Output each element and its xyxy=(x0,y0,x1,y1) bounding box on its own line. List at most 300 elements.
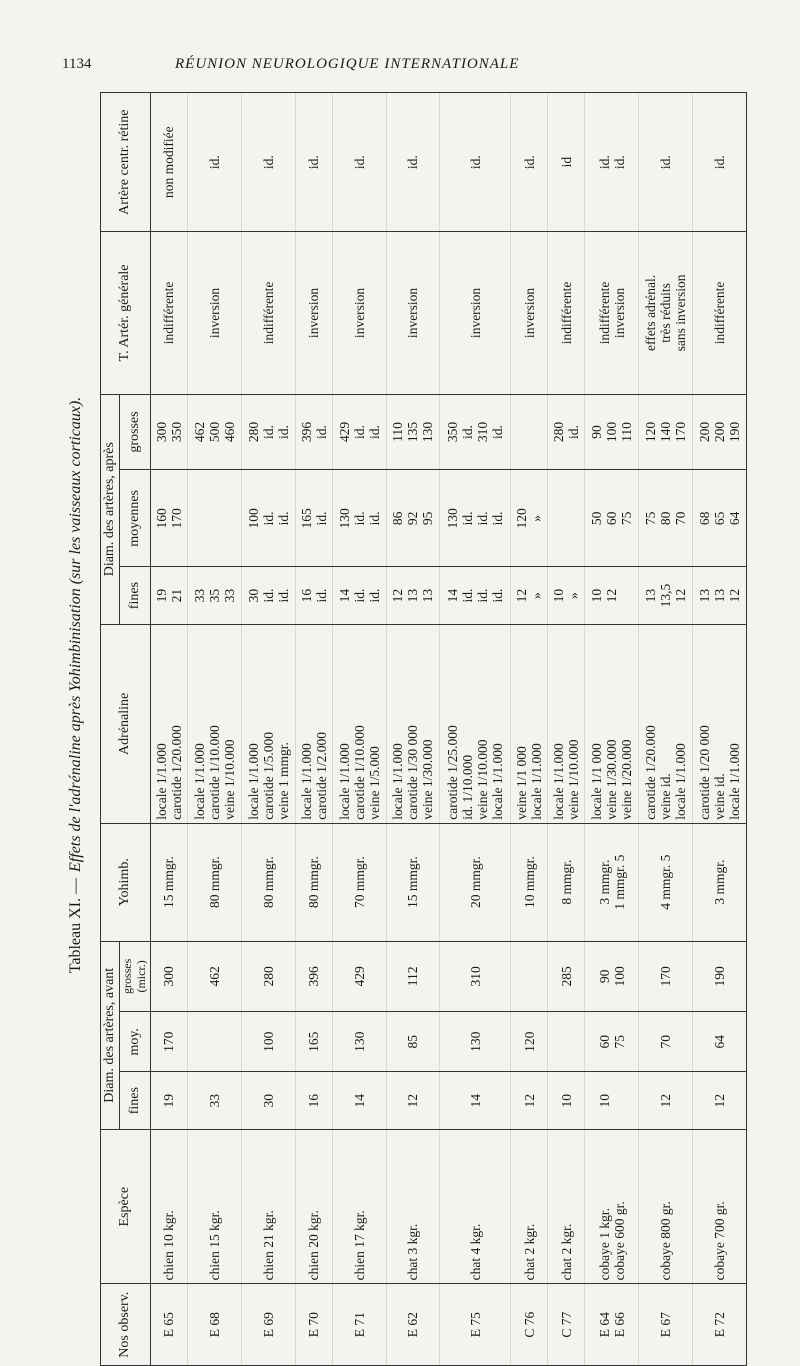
cell-fines-apres-line: 16 xyxy=(298,588,314,603)
cell-adrenaline-line: carotide 1/2.000 xyxy=(313,732,329,820)
cell-adrenaline-line: veine 1/30.000 xyxy=(604,739,620,820)
cell-tension xyxy=(332,232,386,394)
cell-adrenaline-line: carotide 1/20 000 xyxy=(697,725,713,820)
rotated-table xyxy=(101,93,746,1365)
cell-moy-avant xyxy=(511,1012,548,1072)
cell-yohimb-line: 80 mmgr. xyxy=(206,856,222,909)
cell-adrenaline xyxy=(332,624,386,823)
col-header-moy: moy. xyxy=(120,1012,151,1072)
cell-moy-avant-line: 70 xyxy=(658,1035,674,1049)
cell-fines-avant-line: 12 xyxy=(521,1093,537,1108)
cell-moyennes-apres-line: id. xyxy=(351,511,367,526)
cell-retine-line: id. xyxy=(206,155,222,170)
cell-moy-avant-line: 75 xyxy=(611,1035,627,1049)
cell-tension xyxy=(548,232,585,394)
cell-adrenaline-line: veine id. xyxy=(658,773,674,820)
cell-adrenaline-line: veine 1/10.000 xyxy=(566,739,582,820)
cell-espece xyxy=(548,1129,585,1283)
cell-grosses-avant xyxy=(187,941,241,1012)
cell-retine-line: id. xyxy=(306,155,322,170)
cell-obs-line: E 71 xyxy=(351,1312,367,1338)
cell-grosses-apres-line: 140 xyxy=(658,421,674,443)
cell-grosses-apres-line: 350 xyxy=(445,421,461,443)
cell-fines-apres-line: 35 xyxy=(206,588,222,603)
cell-obs-line: E 62 xyxy=(405,1312,421,1338)
cell-grosses-avant xyxy=(440,941,511,1012)
cell-grosses-apres xyxy=(585,394,639,470)
cell-adrenaline-line: locale 1/1.000 xyxy=(336,743,352,820)
cell-yohimb xyxy=(332,823,386,941)
cell-yohimb-line: 4 mmgr. 5 xyxy=(658,854,674,910)
cell-yohimb-line: 80 mmgr. xyxy=(260,856,276,909)
cell-fines-apres xyxy=(295,567,332,625)
cell-moyennes-apres xyxy=(693,470,746,567)
cell-tension-line: sans inversion xyxy=(673,274,689,352)
cell-grosses-apres xyxy=(548,394,585,470)
cell-espece-line: chien 15 kgr. xyxy=(206,1210,222,1281)
cell-moy-avant-line: 60 xyxy=(596,1035,612,1049)
cell-tension-line: indifférente xyxy=(712,281,728,345)
cell-moyennes-apres-line: » xyxy=(529,515,545,522)
cell-moyennes-apres xyxy=(585,470,639,567)
cell-obs xyxy=(585,1284,639,1365)
cell-espece xyxy=(440,1129,511,1283)
cell-adrenaline xyxy=(295,624,332,823)
cell-fines-apres-line: id. xyxy=(460,588,476,603)
cell-fines-apres-line: 13 xyxy=(697,588,713,603)
cell-fines-apres-line: id. xyxy=(351,588,367,603)
cell-adrenaline xyxy=(150,624,187,823)
cell-retine-line: id. xyxy=(658,155,674,170)
cell-tension-line: inversion xyxy=(306,287,322,339)
cell-retine xyxy=(187,93,241,232)
cell-moy-avant-line: 165 xyxy=(306,1031,322,1052)
cell-moyennes-apres xyxy=(511,470,548,567)
col-header-grosses-apres: grosses xyxy=(120,394,151,470)
cell-espece-line: chat 4 kgr. xyxy=(467,1223,483,1281)
cell-adrenaline-line: carotide 1/10.000 xyxy=(206,725,222,820)
cell-obs-line: E 64 xyxy=(596,1312,612,1338)
cell-retine xyxy=(693,93,746,232)
page-header xyxy=(0,0,800,90)
cell-moyennes-apres xyxy=(332,470,386,567)
cell-moy-avant xyxy=(639,1012,693,1072)
cell-grosses-avant xyxy=(548,941,585,1012)
table-row xyxy=(639,93,693,1365)
cell-obs-line: E 66 xyxy=(611,1312,627,1338)
cell-fines-avant xyxy=(332,1072,386,1130)
cell-adrenaline xyxy=(693,624,746,823)
cell-moyennes-apres-line: 95 xyxy=(420,511,436,526)
cell-obs-line: E 70 xyxy=(306,1312,322,1338)
cell-moyennes-apres-line: 92 xyxy=(405,511,421,526)
cell-moyennes-apres-line: 165 xyxy=(298,508,314,529)
cell-fines-avant-line: 19 xyxy=(161,1093,177,1108)
cell-moyennes-apres-line: 160 xyxy=(153,508,169,529)
cell-adrenaline xyxy=(511,624,548,823)
cell-fines-avant-line: 14 xyxy=(467,1093,483,1108)
cell-moyennes-apres-line: 120 xyxy=(514,508,530,529)
cell-fines-apres-line: 12 xyxy=(604,588,620,603)
cell-fines-avant-line: 12 xyxy=(658,1093,674,1108)
cell-yohimb xyxy=(440,823,511,941)
cell-moyennes-apres-line: 64 xyxy=(727,511,743,526)
cell-espece xyxy=(386,1129,440,1283)
cell-adrenaline xyxy=(187,624,241,823)
cell-grosses-apres-line: 310 xyxy=(475,421,491,443)
cell-obs-line: E 69 xyxy=(260,1312,276,1338)
cell-grosses-apres-line: id. xyxy=(275,425,291,439)
cell-fines-apres-line: 13 xyxy=(712,588,728,603)
cell-adrenaline-line: locale 1/1.000 xyxy=(298,743,314,820)
cell-fines-apres xyxy=(440,567,511,625)
cell-moyennes-apres-line: 68 xyxy=(697,511,713,526)
cell-grosses-apres-line: id. xyxy=(313,425,329,439)
cell-adrenaline xyxy=(639,624,693,823)
cell-grosses-apres-line: 280 xyxy=(245,421,261,443)
table-row xyxy=(585,93,639,1365)
col-header-adrenaline: Adrénaline xyxy=(101,624,150,823)
cell-adrenaline-line: locale 1/1.000 xyxy=(390,743,406,820)
cell-yohimb-line: 15 mmgr. xyxy=(161,856,177,909)
cell-grosses-apres xyxy=(295,394,332,470)
cell-yohimb xyxy=(150,823,187,941)
cell-tension-line: inversion xyxy=(351,287,367,339)
col-header-tart: T. Artér. générale xyxy=(101,232,150,394)
cell-yohimb-line: 15 mmgr. xyxy=(405,856,421,909)
cell-fines-avant xyxy=(187,1072,241,1130)
cell-tension-line: indifférente xyxy=(558,281,574,345)
cell-obs xyxy=(241,1284,295,1365)
cell-grosses-avant-line: 100 xyxy=(611,966,627,987)
cell-grosses-apres-line: 130 xyxy=(420,421,436,443)
cell-adrenaline-line: carotide 1/20.000 xyxy=(168,725,184,820)
cell-yohimb-line: 3 mmgr. xyxy=(712,859,728,905)
cell-grosses-apres xyxy=(440,394,511,470)
cell-moy-avant-line: 130 xyxy=(467,1031,483,1052)
cell-moy-avant xyxy=(693,1012,746,1072)
cell-fines-apres xyxy=(187,567,241,625)
cell-yohimb-line: 1 mmgr. 5 xyxy=(611,854,627,910)
cell-adrenaline-line: veine 1/10.000 xyxy=(221,739,237,820)
cell-tension-line: indifférente xyxy=(161,281,177,345)
cell-yohimb-line: 8 mmgr. xyxy=(558,859,574,905)
cell-grosses-avant xyxy=(295,941,332,1012)
cell-tension-line: effets adrénal. xyxy=(643,274,659,352)
cell-moyennes-apres xyxy=(187,470,241,567)
cell-tension-line: inversion xyxy=(521,287,537,339)
cell-tension xyxy=(585,232,639,394)
cell-fines-avant xyxy=(693,1072,746,1130)
table-row xyxy=(187,93,241,1365)
cell-fines-avant xyxy=(295,1072,332,1130)
cell-adrenaline xyxy=(548,624,585,823)
cell-fines-avant-line: 10 xyxy=(558,1093,574,1108)
cell-grosses-avant-line: 310 xyxy=(467,966,483,987)
cell-grosses-apres-line: 100 xyxy=(604,421,620,443)
cell-moyennes-apres-line: id. xyxy=(460,511,476,526)
cell-fines-apres-line: 13,5 xyxy=(658,583,674,608)
cell-adrenaline-line: veine id. xyxy=(712,773,728,820)
cell-obs xyxy=(440,1284,511,1365)
cell-grosses-avant xyxy=(511,941,548,1012)
cell-adrenaline-line: veine 1/10.000 xyxy=(475,739,491,820)
cell-moyennes-apres-line: 170 xyxy=(168,508,184,529)
cell-grosses-apres-line: 135 xyxy=(405,421,421,443)
data-table xyxy=(101,93,746,1365)
cell-grosses-apres xyxy=(332,394,386,470)
cell-grosses-avant-line: 285 xyxy=(558,966,574,987)
cell-moyennes-apres-line: id. xyxy=(275,511,291,526)
cell-fines-apres-line: 13 xyxy=(643,588,659,603)
cell-moy-avant xyxy=(150,1012,187,1072)
cell-adrenaline-line: locale 1/1 000 xyxy=(589,743,605,820)
cell-yohimb xyxy=(241,823,295,941)
cell-yohimb-line: 10 mmgr. xyxy=(521,856,537,909)
cell-moy-avant xyxy=(295,1012,332,1072)
cell-moyennes-apres xyxy=(241,470,295,567)
cell-tension xyxy=(187,232,241,394)
cell-adrenaline-line: locale 1/1.000 xyxy=(191,743,207,820)
cell-fines-apres-line xyxy=(619,570,634,621)
cell-fines-apres xyxy=(585,567,639,625)
cell-fines-apres xyxy=(548,567,585,625)
cell-moy-avant-line: 64 xyxy=(712,1035,728,1049)
cell-fines-apres-line: 12 xyxy=(673,588,689,603)
cell-fines-apres xyxy=(639,567,693,625)
cell-fines-apres-line: 13 xyxy=(405,588,421,603)
cell-fines-apres-line: 12 xyxy=(390,588,406,603)
cell-espece xyxy=(187,1129,241,1283)
cell-espece-line: chat 2 kgr. xyxy=(521,1223,537,1281)
cell-grosses-avant-line: 300 xyxy=(161,966,177,987)
cell-fines-avant xyxy=(386,1072,440,1130)
cell-adrenaline-line: locale 1/1.000 xyxy=(727,743,743,820)
cell-fines-apres-line: 10 xyxy=(551,588,567,603)
cell-espece xyxy=(241,1129,295,1283)
cell-retine xyxy=(241,93,295,232)
table-caption xyxy=(56,90,96,1280)
cell-moyennes-apres-line: 75 xyxy=(619,511,635,526)
cell-fines-apres-line: 12 xyxy=(727,588,743,603)
cell-grosses-apres-line: id. xyxy=(490,425,506,439)
cell-moyennes-apres xyxy=(295,470,332,567)
cell-yohimb xyxy=(548,823,585,941)
col-header-grosses: grosses (micr.) xyxy=(120,941,151,1012)
cell-grosses-avant xyxy=(332,941,386,1012)
cell-moyennes-apres-line xyxy=(551,473,566,563)
cell-moyennes-apres-line: id. xyxy=(475,511,491,526)
cell-moy-avant-line xyxy=(559,1015,574,1068)
cell-yohimb xyxy=(585,823,639,941)
cell-grosses-apres xyxy=(150,394,187,470)
cell-obs-line: E 68 xyxy=(206,1312,222,1338)
cell-grosses-apres-line: 462 xyxy=(191,421,207,443)
cell-fines-avant xyxy=(511,1072,548,1130)
cell-tension xyxy=(386,232,440,394)
cell-grosses-avant-line: 396 xyxy=(306,966,322,987)
cell-moyennes-apres xyxy=(548,470,585,567)
cell-tension xyxy=(295,232,332,394)
table-frame xyxy=(100,92,747,1366)
cell-tension xyxy=(639,232,693,394)
cell-fines-apres xyxy=(332,567,386,625)
table-caption-wrap xyxy=(56,90,96,1280)
cell-espece-line: chien 20 kgr. xyxy=(306,1210,322,1281)
cell-grosses-avant-line: 170 xyxy=(658,966,674,987)
table-row xyxy=(241,93,295,1365)
cell-adrenaline xyxy=(585,624,639,823)
col-header-yohimb: Yohimb. xyxy=(101,823,150,941)
cell-retine xyxy=(386,93,440,232)
cell-obs xyxy=(332,1284,386,1365)
cell-grosses-apres-line xyxy=(514,398,529,467)
col-header-fines-apres: fines xyxy=(120,567,151,625)
cell-obs xyxy=(187,1284,241,1365)
cell-retine-line: id. xyxy=(596,155,612,170)
cell-fines-apres-line: id. xyxy=(313,588,329,603)
caption-label: Tableau XI. — xyxy=(67,877,84,974)
cell-fines-apres-line: id. xyxy=(275,588,291,603)
cell-yohimb xyxy=(295,823,332,941)
cell-fines-apres-line: 14 xyxy=(445,588,461,603)
cell-grosses-apres-line: 190 xyxy=(727,421,743,443)
cell-grosses-avant-line: 429 xyxy=(351,966,367,987)
cell-retine xyxy=(440,93,511,232)
cell-moy-avant-line: 120 xyxy=(521,1031,537,1052)
cell-grosses-apres-line: 110 xyxy=(390,422,406,442)
cell-retine xyxy=(295,93,332,232)
cell-fines-avant-line: 16 xyxy=(306,1093,322,1108)
cell-grosses-apres-line: 396 xyxy=(298,421,314,443)
cell-retine-line: id xyxy=(558,156,574,168)
cell-tension-line: indifférente xyxy=(260,281,276,345)
running-title: RÉUNION NEUROLOGIQUE INTERNATIONALE xyxy=(175,56,520,72)
cell-adrenaline-line: veine 1/1 000 xyxy=(514,746,530,820)
cell-retine xyxy=(150,93,187,232)
cell-moy-avant xyxy=(386,1012,440,1072)
cell-fines-apres-line: 14 xyxy=(336,588,352,603)
cell-fines-avant xyxy=(639,1072,693,1130)
cell-espece-line: chien 17 kgr. xyxy=(351,1210,367,1281)
cell-moyennes-apres-line: 130 xyxy=(336,508,352,529)
cell-espece-line: chien 10 kgr. xyxy=(161,1210,177,1281)
cell-grosses-apres-line: 120 xyxy=(643,421,659,443)
cell-grosses-avant xyxy=(639,941,693,1012)
cell-adrenaline-line: locale 1/1.000 xyxy=(245,743,261,820)
cell-fines-avant-line: 14 xyxy=(351,1093,367,1108)
cell-espece xyxy=(511,1129,548,1283)
cell-adrenaline-line: veine 1/30.000 xyxy=(420,739,436,820)
cell-adrenaline xyxy=(386,624,440,823)
cell-fines-avant xyxy=(241,1072,295,1130)
cell-fines-avant xyxy=(440,1072,511,1130)
col-header-moyennes: moyennes xyxy=(120,470,151,567)
cell-yohimb-line: 80 mmgr. xyxy=(306,856,322,909)
cell-fines-apres xyxy=(511,567,548,625)
cell-adrenaline-line: locale 1/1.000 xyxy=(673,743,689,820)
cell-fines-apres xyxy=(693,567,746,625)
cell-adrenaline-line: id. 1/10.000 xyxy=(460,754,476,820)
table-body xyxy=(150,93,746,1365)
cell-grosses-apres-line: id. xyxy=(460,425,476,439)
col-header-espece: Espèce xyxy=(101,1129,150,1283)
cell-grosses-avant xyxy=(585,941,639,1012)
cell-moyennes-apres-line: 86 xyxy=(390,511,406,526)
cell-moy-avant xyxy=(241,1012,295,1072)
cell-fines-apres-line: 33 xyxy=(221,588,237,603)
cell-moy-avant xyxy=(332,1012,386,1072)
cell-obs-line: E 75 xyxy=(467,1312,483,1338)
table-row xyxy=(548,93,585,1365)
cell-fines-apres-line: 21 xyxy=(168,588,184,603)
cell-moyennes-apres-line: id. xyxy=(260,511,276,526)
cell-espece xyxy=(295,1129,332,1283)
cell-fines-avant-line: 10 xyxy=(596,1093,612,1108)
table-row xyxy=(440,93,511,1365)
cell-espece-line: cobaye 1 kgr. xyxy=(596,1208,612,1281)
cell-grosses-apres-line: id. xyxy=(351,425,367,439)
cell-fines-apres xyxy=(386,567,440,625)
cell-moyennes-apres-line: id. xyxy=(366,511,382,526)
cell-moy-avant-line: 100 xyxy=(260,1031,276,1052)
cell-obs xyxy=(693,1284,746,1365)
cell-grosses-apres-line: 200 xyxy=(697,421,713,443)
cell-grosses-apres-line: 429 xyxy=(336,421,352,443)
cell-tension-line: inversion xyxy=(467,287,483,339)
cell-yohimb-line: 70 mmgr. xyxy=(351,856,367,909)
cell-tension xyxy=(693,232,746,394)
cell-fines-apres-line: id. xyxy=(490,588,506,603)
cell-adrenaline-line: locale 1/1.000 xyxy=(529,743,545,820)
cell-moyennes-apres-line: 75 xyxy=(643,511,659,526)
cell-tension xyxy=(241,232,295,394)
cell-tension-line: très réduits xyxy=(658,283,674,343)
cell-adrenaline-line: locale 1/1.000 xyxy=(490,743,506,820)
cell-obs xyxy=(386,1284,440,1365)
cell-espece-line: chien 21 kgr. xyxy=(260,1210,276,1281)
cell-espece-line: chat 3 kgr. xyxy=(405,1223,421,1281)
cell-grosses-avant xyxy=(241,941,295,1012)
cell-fines-apres-line: id. xyxy=(260,588,276,603)
cell-grosses-apres xyxy=(241,394,295,470)
cell-retine-line: id. xyxy=(521,155,537,170)
cell-grosses-apres-line: 300 xyxy=(153,421,169,443)
cell-grosses-apres xyxy=(511,394,548,470)
cell-moyennes-apres-line xyxy=(192,473,207,563)
cell-moyennes-apres-line: id. xyxy=(490,511,506,526)
cell-espece-line: cobaye 700 gr. xyxy=(712,1201,728,1281)
col-header-retine: Artère centr. rétine xyxy=(101,93,150,232)
table-row xyxy=(332,93,386,1365)
cell-fines-apres-line: 19 xyxy=(153,588,169,603)
cell-moy-avant-line xyxy=(207,1015,222,1068)
cell-grosses-apres-line: 200 xyxy=(712,421,728,443)
cell-moy-avant-line: 170 xyxy=(161,1031,177,1052)
cell-retine xyxy=(639,93,693,232)
col-header-diam-apres: Diam. des artères, après xyxy=(101,394,120,624)
cell-espece xyxy=(585,1129,639,1283)
cell-retine-line: id. xyxy=(611,155,627,170)
cell-tension-line: inversion xyxy=(206,287,222,339)
cell-grosses-apres-line: id. xyxy=(366,425,382,439)
cell-espece xyxy=(639,1129,693,1283)
cell-adrenaline-line: carotide 1/5.000 xyxy=(260,732,276,820)
cell-fines-apres-line: 30 xyxy=(245,588,261,603)
cell-fines-avant xyxy=(548,1072,585,1130)
cell-fines-avant xyxy=(585,1072,639,1130)
cell-retine xyxy=(332,93,386,232)
